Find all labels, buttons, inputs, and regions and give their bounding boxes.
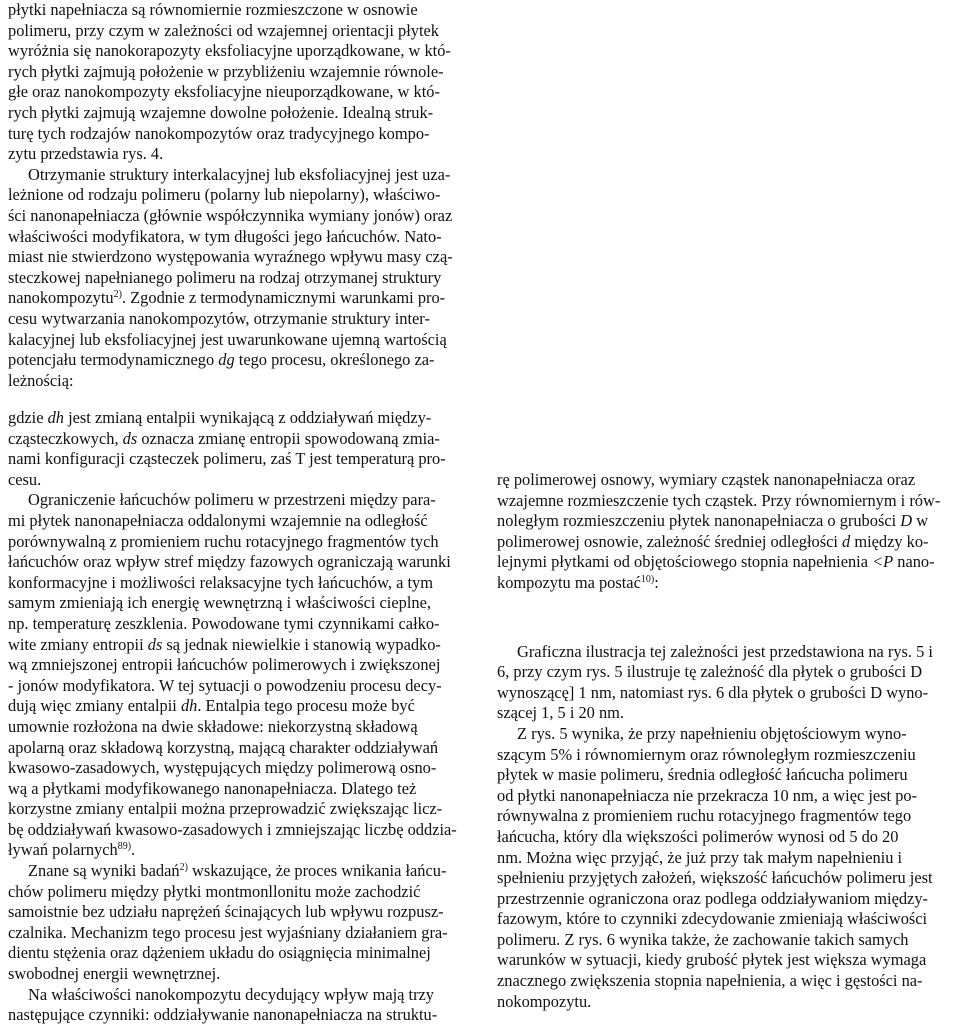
text-line: łańcuchów oraz wpływ stref między fazowych ograniczają warunki (8, 552, 451, 572)
text-line: zytu przedstawia rys. 4. (8, 144, 164, 164)
text-line: Ograniczenie łańcuchów polimeru w przestrzeni między para- (28, 490, 436, 510)
text-line: głe oraz nanokompozyty eksfoliacyjne nieuporządkowane, w któ- (8, 82, 440, 102)
bottom-right-column (497, 470, 957, 1012)
text-line (8, 429, 478, 450)
text-line: mi płytek nanonapełniacza oddalonymi wzajemnie na odległość (8, 510, 428, 530)
symbol-ds: ds (147, 634, 163, 654)
text-fragment: dują więc zmiany entalpii (8, 696, 181, 716)
text-line: czalnika. Mechanizm tego procesu jest wyjaśniany działaniem gra- (8, 922, 448, 942)
text-fragment: nanokompozytu (8, 288, 114, 308)
text-line: turę tych rodzajów nanokompozytów oraz tradycyjnego kompo- (8, 123, 430, 143)
text-line: - jonów modyfikatora. W tej sytuacji o powodzeniu procesu decy- (8, 675, 442, 695)
text-line: przestrzennie ograniczona oraz podlega oddziaływaniom między- (497, 888, 928, 908)
text-line: cesu. (8, 469, 42, 489)
text-fragment: jest zmianą entalpii wynikającą z oddziaływań między- (63, 408, 432, 427)
text-line: płytek w masie polimeru, średnia odległość łańcucha polimeru (497, 765, 908, 785)
text-line: polimeru, przy czym w zależności od wzajemnej orientacji płytek (8, 20, 439, 40)
symbol-dg: dg (218, 350, 235, 370)
text-line: 6, przy czym rys. 5 ilustruje tę zależność dla płytek o grubości D (497, 662, 923, 682)
text-line: apolarną oraz składową korzystną, mającą charakter oddziaływań (8, 737, 439, 757)
text-line (8, 408, 478, 429)
text-line: np. temperaturę zeszklenia. Powodowane tymi czynnikami całko- (8, 613, 440, 633)
text-line (8, 350, 478, 371)
text-line: wzajemne rozmieszczenie tych cząstek. Przy równomiernym i rów- (497, 490, 941, 510)
text-line: steczkowej napełnianego polimeru na rodzaj otrzymanej struktury (8, 267, 442, 287)
text-line: Na właściwości nanokompozytu decydujący wpływ mają trzy (28, 984, 435, 1004)
symbol-d: d (842, 531, 851, 551)
text-line (497, 511, 957, 532)
text-fragment: . Zgodnie z termodynamicznymi warunkami pro- (121, 288, 446, 308)
text-fragment: noległym rozmieszczeniu płytek nanonapełniacza o grubości (497, 511, 901, 531)
top-left-column (8, 0, 478, 391)
text-line: następujące czynniki: oddziaływanie nanonapełniacza na struktu- (8, 1005, 438, 1025)
text-line: znacznego zwiększenia stopnia napełnienia, a więc i gęstości na- (497, 971, 923, 991)
text-fragment: potencjału termodynamicznego (8, 350, 219, 370)
symbol-D: D (900, 511, 913, 531)
symbol-dh: dh (180, 696, 198, 716)
text-line: nami konfiguracji cząsteczek polimeru, zaś T jest temperaturą pro- (8, 449, 446, 469)
text-fragment: kompozytu ma postać (497, 572, 641, 592)
text-fragment: polimerowej osnowie, zależność średniej odległości (497, 531, 843, 551)
symbol-dh: dh (47, 408, 64, 427)
text-line (8, 696, 478, 717)
text-fragment: : (654, 572, 659, 592)
text-fragment: tego procesu, określonego za- (234, 350, 435, 370)
text-line: nm. Można więc przyjąć, że już przy tak małym napełnieniu i (497, 847, 903, 867)
text-fragment: nano- (893, 552, 935, 572)
text-line: cesu wytwarzania nanokompozytów, otrzymanie struktury inter- (8, 308, 430, 328)
text-line: płytki napełniacza są równomiernie rozmieszczone w osnowie (8, 0, 418, 19)
text-line: kalacyjnej lub eksfoliacyjnej jest uwarunkowane ujemną wartością (8, 329, 447, 349)
text-line: wą zmniejszonej entropii łańcuchów polimerowych i zwiększonej (8, 655, 441, 675)
text-line (497, 573, 957, 594)
text-line: szącej 1, 5 i 20 nm. (497, 703, 624, 723)
text-line: porównywalną z promieniem ruchu rotacyjnego fragmentów tych (8, 531, 439, 551)
text-line: Otrzymanie struktury interkalacyjnej lub eksfoliacyjnej jest uza- (28, 164, 451, 184)
text-line: równywalna z promieniem ruchu rotacyjnego fragmentów tego (497, 806, 912, 826)
text-line: miast nie stwierdzono występowania wyraźnego wpływu masy czą- (8, 247, 453, 267)
text-fragment: między ko- (850, 531, 929, 551)
text-fragment: są jednak niewielkie i stanowią wypadko- (162, 634, 441, 654)
text-line: leżnością: (8, 370, 74, 390)
text-fragment: cząsteczkowych, (8, 428, 123, 448)
text-line: łańcucha, który dla większości polimerów wynosi od 5 do 20 (497, 826, 899, 846)
text-line: Z rys. 5 wynika, że przy napełnieniu objętościowym wyno- (517, 723, 907, 743)
citation-ref: 2) (179, 862, 188, 874)
text-line: wyróżnia się nanokorapozyty eksfoliacyjne uporządkowane, w któ- (8, 41, 451, 61)
symbol-phi: <P (872, 552, 894, 572)
text-fragment: . Entalpia tego procesu może być (197, 696, 415, 716)
text-line: wą a płytkami modyfikowanego nanonapełniacza. Dlatego też (8, 778, 417, 798)
text-line: Graficzna ilustracja tej zależności jest przedstawiona na rys. 5 i (517, 641, 933, 661)
citation-ref: 2) (113, 289, 122, 301)
formula-gap (497, 594, 957, 642)
text-line: samoistnie bez udziału naprężeń ścinających lub wpływu rozpusz- (8, 902, 444, 922)
text-line: chów polimeru między płytki montmonllonitu może zachodzić (8, 881, 421, 901)
symbol-ds: ds (122, 428, 138, 448)
text-line: leżnione od rodzaju polimeru (polarny lub niepolarny), właściwo- (8, 185, 441, 205)
text-line: swobodnej energii wewnętrznej. (8, 964, 221, 984)
text-line: samym zmieniają ich energię wewnętrzną i właściwości cieplne, (8, 593, 431, 613)
text-line: fazowym, które to czynniki zdecydowanie zmieniają właściwości (497, 909, 928, 929)
text-line: szącym 5% i równomiernym oraz równoległym rozmieszczeniu (497, 744, 916, 764)
text-line: rę polimerowej osnowy, wymiary cząstek nanonapełniacza oraz (497, 470, 916, 489)
text-line: konformacyjne i możliwości relaksacyjne tych łańcuchów, a tym (8, 572, 433, 592)
text-line: nokompozytu. (497, 991, 592, 1011)
text-fragment: gdzie (8, 408, 48, 427)
text-line: warunków w sytuacji, kiedy grubość płytek jest większa wymaga (497, 950, 927, 970)
text-fragment: . (131, 840, 136, 860)
text-line (8, 861, 478, 882)
text-line: dientu stężenia oraz dążeniem układu do osiągnięcia minimalnej (8, 943, 431, 963)
text-line: spełnieniu przyjętych założeń, większość łańcuchów polimeru jest (497, 868, 933, 888)
text-line: rych płytki zajmują wzajemne dowolne położenie. Idealną struk- (8, 102, 434, 122)
text-line (8, 288, 478, 309)
text-fragment: wskazujące, że proces wnikania łańcu- (187, 861, 447, 881)
text-line: bę oddziaływań kwasowo-zasadowych i zmniejszając liczbę oddzia- (8, 819, 457, 839)
text-line (497, 532, 957, 553)
text-line: rych płytki zajmują położenie w przybliżeniu wzajemnie równole- (8, 61, 444, 81)
text-fragment: oznacza zmianę entropii spowodowaną zmia- (137, 428, 440, 448)
text-fragment: Znane są wyniki badań (28, 861, 180, 881)
citation-ref: 89) (117, 841, 132, 853)
text-line: wynoszącę] 1 nm, natomiast rys. 6 dla płytek o grubości D wyno- (497, 682, 929, 702)
text-fragment: wite zmiany entropii (8, 634, 148, 654)
text-line: kwasowo-zasadowych, występujących między polimerową osno- (8, 758, 437, 778)
text-line (8, 635, 478, 656)
text-line: ści nanonapełniacza (głównie współczynnika wymiany jonów) oraz (8, 205, 453, 225)
text-fragment: w (912, 511, 929, 531)
text-line (8, 840, 478, 861)
text-line (497, 552, 957, 573)
text-line: właściwości modyfikatora, w tym długości jego łańcuchów. Nato- (8, 226, 442, 246)
text-line: od płytki nanonapełniacza nie przekracza 10 nm, a więc jest po- (497, 785, 918, 805)
text-fragment: lejnymi płytkami od objętościowego stopnia napełnienia (497, 552, 873, 572)
citation-ref: 10) (640, 573, 655, 585)
text-line: umownie rozłożona na dwie składowe: niekorzystną składową (8, 716, 418, 736)
text-line: polimeru. Z rys. 6 wynika także, że zachowanie takich samych (497, 929, 909, 949)
text-line: korzystne zmiany entalpii można przeprowadzić zwiększając licz- (8, 799, 443, 819)
text-fragment: ływań polarnych (8, 840, 118, 860)
bottom-left-column (8, 408, 478, 1026)
